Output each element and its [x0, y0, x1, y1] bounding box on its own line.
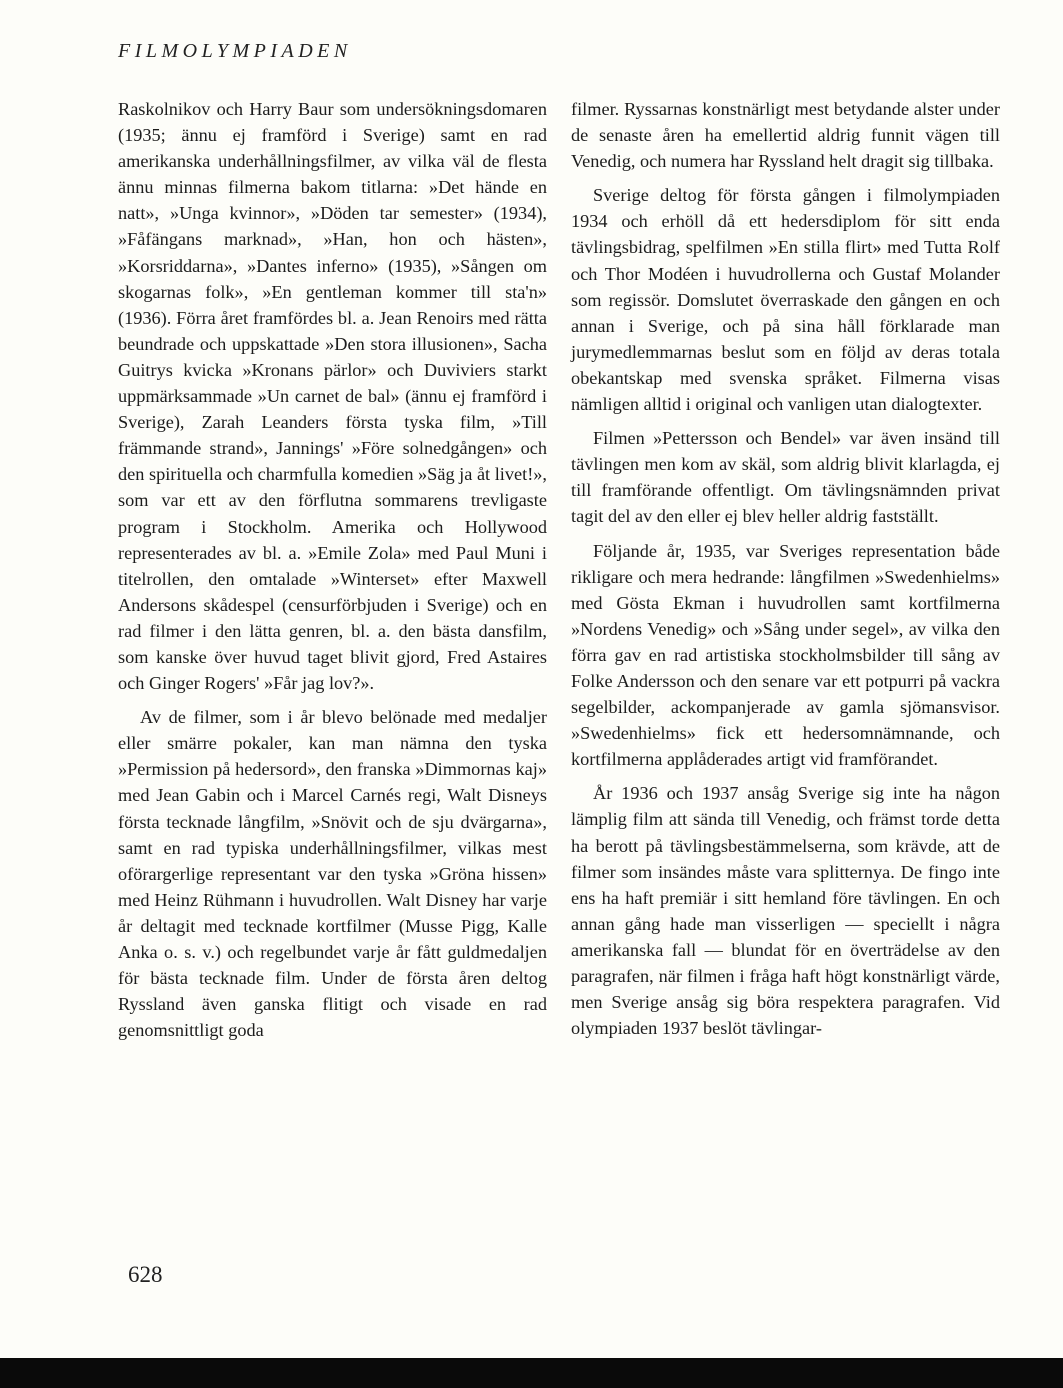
paragraph: Raskolnikov och Harry Baur som undersökningsdomaren (1935; ännu ej framförd i Sverige) samt en rad amerikanska underhållningsfilmer, av vilka väl de flesta ännu minnas filmerna bakom titlarna: »Det hände en natt», »Unga kvinnor», »Döden tar semester» (1934), »Fåfängans marknad», »Han, hon och hästen», »Korsriddarna», »Dantes inferno» (1935), »Sången om skogarnas folk», »En gentleman kommer till sta'n» (1936). Förra året framfördes bl. a. Jean Renoirs med rätta beundrade och uppskattade »Den stora illusionen», Sacha Guitrys kvicka »Kronans pärlor» och Duviviers starkt uppmärksammade »Un carnet de bal» (ännu ej framförd i Sverige), Zarah Leanders första tyska film, »Till främmande strand», Jannings' »Före solnedgången» och den spirituella och charmfulla komedien »Säg ja åt livet!», som var ett av den förflutna sommarens trevligaste program i Stockholm. Amerika och Hollywood representerades av bl. a. »Emile Zola» med Paul Muni i titelrollen, den omtalade »Winterset» efter Maxwell Andersons skådespel (censurförbjuden i Sverige) och en rad filmer i den lätta genren, bl. a. den bästa dansfilm, som kanske över huvud taget blivit gjord, Fred Astaires och Ginger Rogers' »Får jag lov?».: [118, 99, 547, 694]
running-header: FILMOLYMPIADEN: [118, 40, 352, 62]
paragraph: filmer. Ryssarnas konstnärligt mest betydande alster under de senaste åren ha emellertid aldrig funnit vägen till Venedig, och numera har Ryssland helt dragit sig tillbaka.: [571, 99, 1000, 172]
page-number: 628: [128, 1262, 163, 1287]
paragraph: Sverige deltog för första gången i filmolympiaden 1934 och erhöll då ett hedersdiplom för sitt enda tävlingsbidrag, spelfilmen »En stilla flirt» med Tutta Rolf och Thor Modéen i huvudrollerna och Gustaf Molander som regissör. Domslutet överraskade den gången en och annan i Sverige, och på sina håll förklarade man jurymedlemmarnas beslut som en följd av deras totala obekantskap med svenska språket. Filmerna visas nämligen alltid i original och vanligen utan dialogtexter.: [571, 185, 1000, 415]
paragraph: Följande år, 1935, var Sveriges representation både rikligare och mera hedrande: långfilmen »Swedenhielms» med Gösta Ekman i huvudrollen samt kortfilmerna »Nordens Venedig» och »Sång under segel», av vilka den förra gav en rad artistiska stockholmsbilder till sång av Folke Andersson och den senare var ett potpurri på vackra segelbilder, ackompanjerade av gamla sjömansvisor. »Swedenhielms» fick ett hedersomnämnande, och kortfilmerna applåderades artigt vid framförandet.: [571, 540, 1000, 770]
right-text-column: [571, 96, 1000, 1049]
paragraph: Av de filmer, som i år blevo belönade med medaljer eller smärre pokaler, kan man nämna den tyska »Permission på hedersord», den franska »Dimmornas kaj» med Jean Gabin och i Marcel Carnés regi, Walt Disneys första tecknade långfilm, »Snövit och de sju dvärgarna», samt en rad typiska underhållningsfilmer, vilkas mest oförargerlige representant var den tyska »Gröna hissen» med Heinz Rühmann i huvudrollen. Walt Disney har varje år deltagit med tecknade kortfilmer (Musse Pigg, Kalle Anka o. s. v.) och regelbundet varje år fått guldmedaljen för bästa tecknade film. Under de första åren deltog Ryssland även ganska flitigt och visade en rad genomsnittligt goda: [118, 707, 547, 1041]
left-text-column: [118, 96, 547, 1051]
paragraph: Filmen »Pettersson och Bendel» var även insänd till tävlingen men kom av skäl, som aldrig blivit klarlagda, ej till framförande offentligt. Om tävlingsnämnden privat tagit del av den eller ej blev heller aldrig fastställt.: [571, 428, 1000, 527]
scan-border: [0, 1358, 1063, 1388]
paragraph: År 1936 och 1937 ansåg Sverige sig inte ha någon lämplig film att sända till Venedig, och främst torde detta ha berott på tävlingsbestämmelserna, som krävde, att de filmer som insändes måste vara splitternya. De fingo inte ens ha haft premiär i sitt hemland före tävlingen. En och annan gång hade man visserligen — speciellt i några amerikanska fall — blundat för en överträdelse av den paragrafen, när filmen i fråga haft högt konstnärligt värde, men Sverige ansåg sig böra respektera paragrafen. Vid olympiaden 1937 beslöt tävlingar-: [571, 783, 1000, 1039]
